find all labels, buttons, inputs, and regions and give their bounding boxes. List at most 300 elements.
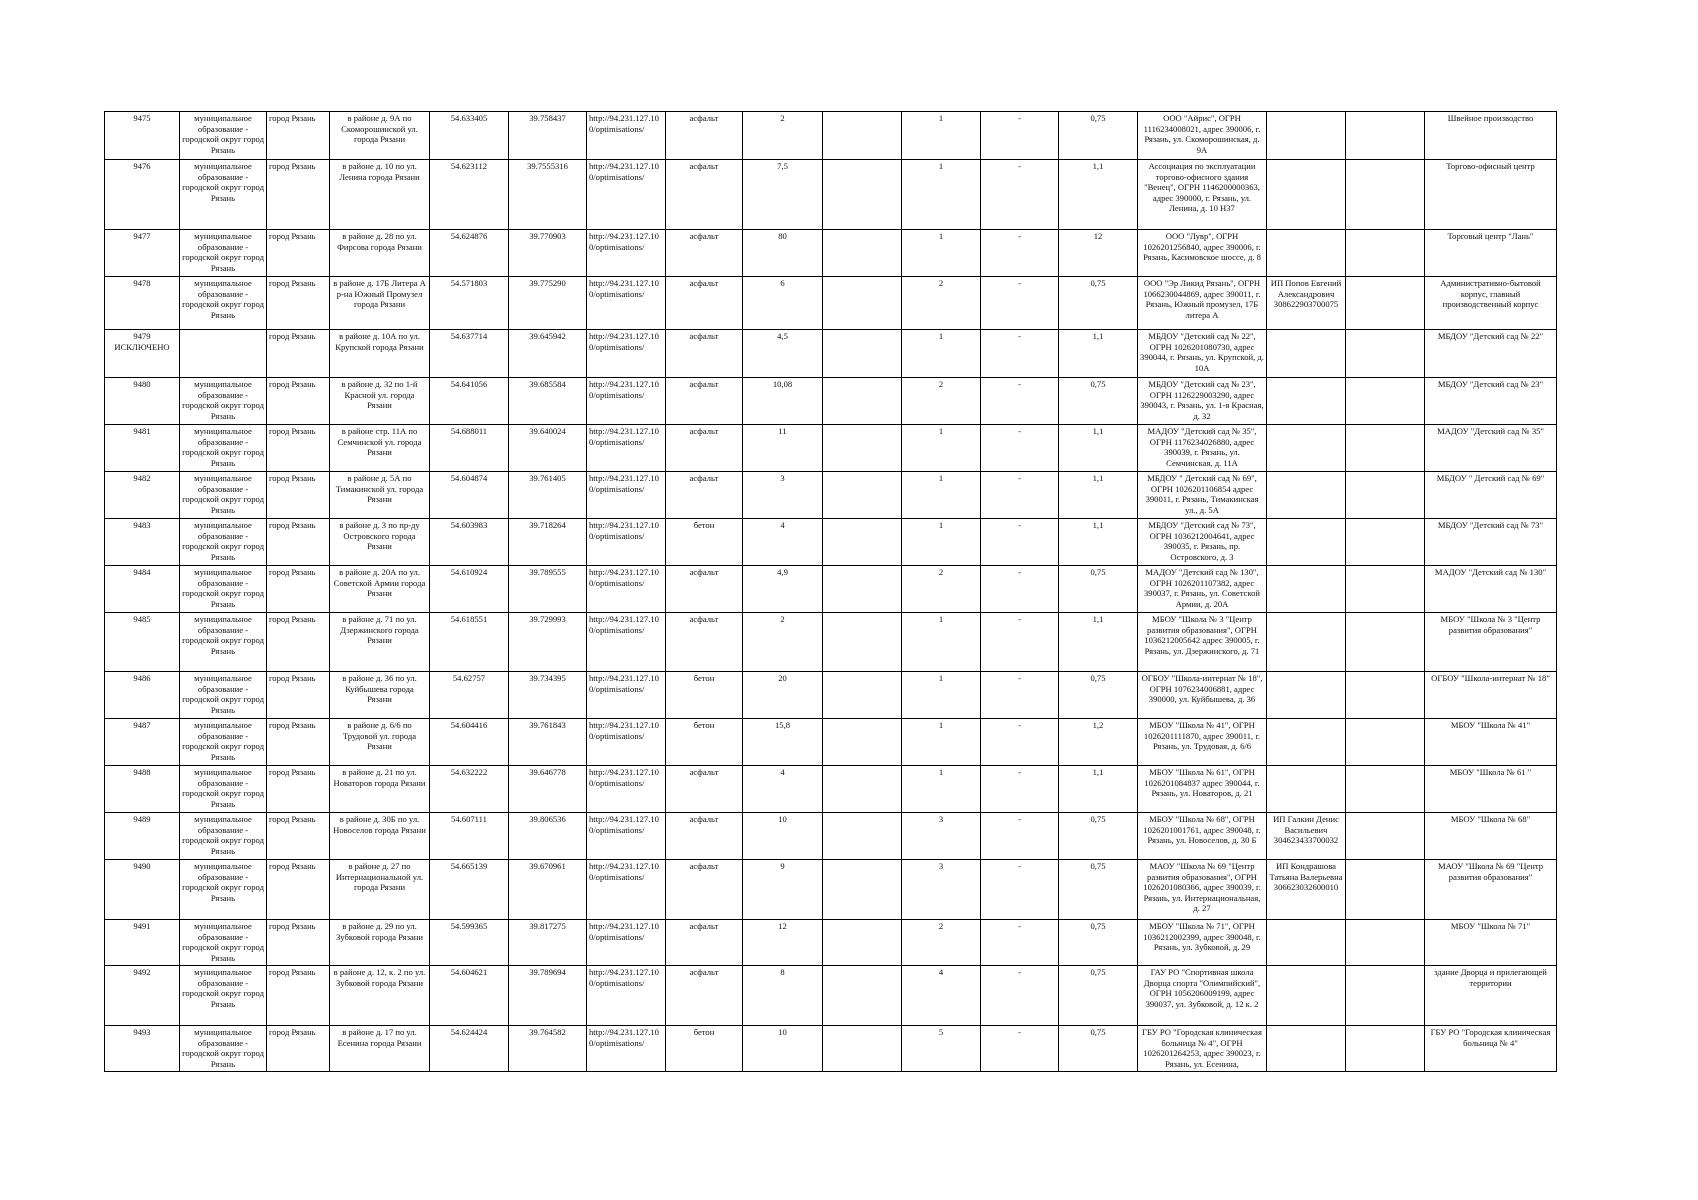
cell-owner-info: ООО "Эр Ликид Рязань", ОГРН 1066230044869, адрес 390011, г. Рязань, Южный промузел, 17Б литера А <box>1138 277 1267 330</box>
cell-settlement: город Рязань <box>267 330 330 378</box>
cell-settlement: город Рязань <box>267 613 330 672</box>
cell-record-number: 9492 <box>105 966 180 1026</box>
cell-latitude: 54.623112 <box>430 160 509 230</box>
cell-tenant-info <box>1267 920 1346 966</box>
cell-volume: 1,2 <box>1059 719 1138 766</box>
cell-volume: 0,75 <box>1059 112 1138 160</box>
cell-tenant-info <box>1267 566 1346 613</box>
table-row <box>105 1026 1557 1072</box>
cell-extra-blank <box>1346 472 1425 519</box>
table-row <box>105 813 1557 860</box>
cell-settlement: город Рязань <box>267 112 330 160</box>
cell-removal-schedule: - <box>981 1026 1059 1072</box>
table-row <box>105 330 1557 378</box>
registry-table <box>104 111 1557 1072</box>
cell-removal-schedule: - <box>981 766 1059 813</box>
cell-location-description: в районе д. 21 по ул. Новаторов города Рязани <box>330 766 430 813</box>
cell-location-description: в районе д. 71 по ул. Дзержинского города Рязани <box>330 613 430 672</box>
cell-container-count: 4 <box>902 966 981 1026</box>
cell-latitude: 54.604416 <box>430 719 509 766</box>
cell-record-number: 9489 <box>105 813 180 860</box>
cell-area: 80 <box>743 230 823 277</box>
cell-source-object: ОГБОУ "Школа-интернат № 18" <box>1425 672 1557 719</box>
cell-surface-type: асфальт <box>666 566 743 613</box>
cell-volume: 1,1 <box>1059 160 1138 230</box>
cell-longitude: 39.645942 <box>509 330 587 378</box>
cell-tenant-info <box>1267 672 1346 719</box>
cell-container-count-blank <box>823 519 902 566</box>
cell-container-count-blank <box>823 813 902 860</box>
cell-surface-type: асфальт <box>666 766 743 813</box>
cell-extra-blank <box>1346 966 1425 1026</box>
cell-location-description: в районе стр. 11А по Семчинской ул. города Рязани <box>330 425 430 472</box>
cell-owner-info: МАДОУ "Детский сад № 35", ОГРН 1176234026880, адрес 390039, г. Рязань, ул. Семчинская, д. 11А <box>1138 425 1267 472</box>
table-row <box>105 766 1557 813</box>
cell-volume: 0,75 <box>1059 966 1138 1026</box>
cell-container-count-blank <box>823 277 902 330</box>
cell-container-count: 1 <box>902 230 981 277</box>
cell-latitude: 54.665139 <box>430 860 509 920</box>
cell-tenant-info <box>1267 1026 1346 1072</box>
cell-container-count: 1 <box>902 472 981 519</box>
cell-settlement: город Рязань <box>267 966 330 1026</box>
cell-volume: 1,1 <box>1059 519 1138 566</box>
cell-container-count: 1 <box>902 519 981 566</box>
cell-tenant-info <box>1267 766 1346 813</box>
cell-area: 4,5 <box>743 330 823 378</box>
cell-volume: 1,1 <box>1059 613 1138 672</box>
cell-area: 8 <box>743 966 823 1026</box>
cell-removal-schedule: - <box>981 920 1059 966</box>
cell-source-object: ГБУ РО "Городская клиническая больница № 4" <box>1425 1026 1557 1072</box>
cell-source-object: МБДОУ "Детский сад № 73" <box>1425 519 1557 566</box>
cell-location-description: в районе д. 3 по пр-ду Островского города Рязани <box>330 519 430 566</box>
cell-surface-type: асфальт <box>666 425 743 472</box>
cell-record-number: 9493 <box>105 1026 180 1072</box>
cell-source-object: Торгово-офисный центр <box>1425 160 1557 230</box>
table-row <box>105 472 1557 519</box>
cell-container-count: 3 <box>902 860 981 920</box>
cell-municipality: муниципальное образование - городской округ город Рязань <box>180 672 267 719</box>
cell-surface-type: асфальт <box>666 813 743 860</box>
cell-container-count: 2 <box>902 378 981 425</box>
cell-surface-type: асфальт <box>666 966 743 1026</box>
cell-area: 2 <box>743 112 823 160</box>
cell-location-description: в районе д. 5А по Тимакинской ул. города Рязани <box>330 472 430 519</box>
cell-container-count-blank <box>823 613 902 672</box>
cell-container-count-blank <box>823 860 902 920</box>
cell-extra-blank <box>1346 330 1425 378</box>
cell-source-object: МАОУ "Школа № 69 "Центр развития образования" <box>1425 860 1557 920</box>
cell-removal-schedule: - <box>981 613 1059 672</box>
cell-container-count-blank <box>823 330 902 378</box>
cell-latitude: 54.632222 <box>430 766 509 813</box>
table-row <box>105 860 1557 920</box>
cell-extra-blank <box>1346 766 1425 813</box>
table-row <box>105 566 1557 613</box>
cell-container-count: 1 <box>902 672 981 719</box>
table-row <box>105 672 1557 719</box>
cell-area: 20 <box>743 672 823 719</box>
cell-longitude: 39.789694 <box>509 966 587 1026</box>
cell-longitude: 39.670961 <box>509 860 587 920</box>
cell-source-object: МБДОУ "Детский сад № 22" <box>1425 330 1557 378</box>
cell-tenant-info <box>1267 719 1346 766</box>
cell-longitude: 39.761405 <box>509 472 587 519</box>
cell-volume: 0,75 <box>1059 920 1138 966</box>
cell-surface-type: асфальт <box>666 378 743 425</box>
cell-map-link: http://94.231.127.100/optimisations/ <box>587 330 666 378</box>
cell-map-link: http://94.231.127.100/optimisations/ <box>587 860 666 920</box>
cell-surface-type: асфальт <box>666 160 743 230</box>
cell-latitude: 54.624424 <box>430 1026 509 1072</box>
cell-volume: 12 <box>1059 230 1138 277</box>
cell-longitude: 39.817275 <box>509 920 587 966</box>
cell-extra-blank <box>1346 860 1425 920</box>
cell-municipality: муниципальное образование - городской округ город Рязань <box>180 920 267 966</box>
cell-municipality: муниципальное образование - городской округ город Рязань <box>180 766 267 813</box>
cell-longitude: 39.685584 <box>509 378 587 425</box>
cell-area: 4 <box>743 766 823 813</box>
cell-volume: 1,1 <box>1059 330 1138 378</box>
cell-longitude: 39.734395 <box>509 672 587 719</box>
cell-map-link: http://94.231.127.100/optimisations/ <box>587 813 666 860</box>
cell-removal-schedule: - <box>981 112 1059 160</box>
cell-container-count-blank <box>823 425 902 472</box>
cell-tenant-info <box>1267 425 1346 472</box>
cell-municipality: муниципальное образование - городской округ город Рязань <box>180 966 267 1026</box>
cell-tenant-info <box>1267 613 1346 672</box>
cell-owner-info: ГБУ РО "Городская клиническая больница № 4", ОГРН 1026201264253, адрес 390023, г. Рязань, ул. Есенина, <box>1138 1026 1267 1072</box>
cell-extra-blank <box>1346 566 1425 613</box>
cell-latitude: 54.633405 <box>430 112 509 160</box>
cell-map-link: http://94.231.127.100/optimisations/ <box>587 425 666 472</box>
cell-surface-type: бетон <box>666 719 743 766</box>
cell-tenant-info: ИП Попов Евгений Александрович 308622903700075 <box>1267 277 1346 330</box>
cell-settlement: город Рязань <box>267 813 330 860</box>
registry-table-body <box>105 112 1557 1072</box>
cell-latitude: 54.641056 <box>430 378 509 425</box>
cell-container-count: 5 <box>902 1026 981 1072</box>
cell-map-link: http://94.231.127.100/optimisations/ <box>587 966 666 1026</box>
cell-municipality: муниципальное образование - городской округ город Рязань <box>180 112 267 160</box>
cell-extra-blank <box>1346 613 1425 672</box>
cell-volume: 0,75 <box>1059 1026 1138 1072</box>
cell-municipality: муниципальное образование - городской округ город Рязань <box>180 566 267 613</box>
cell-map-link: http://94.231.127.100/optimisations/ <box>587 160 666 230</box>
cell-longitude: 39.7555316 <box>509 160 587 230</box>
cell-municipality: муниципальное образование - городской округ город Рязань <box>180 160 267 230</box>
cell-latitude: 54.624876 <box>430 230 509 277</box>
cell-area: 11 <box>743 425 823 472</box>
cell-container-count-blank <box>823 230 902 277</box>
cell-municipality: муниципальное образование - городской округ город Рязань <box>180 472 267 519</box>
cell-latitude: 54.571803 <box>430 277 509 330</box>
cell-container-count: 1 <box>902 719 981 766</box>
cell-surface-type: асфальт <box>666 230 743 277</box>
cell-source-object: МБОУ "Школа № 68" <box>1425 813 1557 860</box>
cell-container-count: 1 <box>902 330 981 378</box>
cell-owner-info: ООО "Айрис", ОГРН 1116234008021, адрес 390006, г. Рязань, ул. Скоморошинская, д. 9А <box>1138 112 1267 160</box>
cell-source-object: Швейное производство <box>1425 112 1557 160</box>
cell-extra-blank <box>1346 378 1425 425</box>
cell-volume: 0,75 <box>1059 672 1138 719</box>
cell-location-description: в районе д. 6/6 по Трудовой ул. города Рязани <box>330 719 430 766</box>
cell-record-number: 9478 <box>105 277 180 330</box>
cell-settlement: город Рязань <box>267 566 330 613</box>
table-row <box>105 378 1557 425</box>
cell-extra-blank <box>1346 160 1425 230</box>
cell-container-count-blank <box>823 566 902 613</box>
cell-removal-schedule: - <box>981 519 1059 566</box>
cell-volume: 1,1 <box>1059 766 1138 813</box>
cell-removal-schedule: - <box>981 672 1059 719</box>
cell-longitude: 39.761843 <box>509 719 587 766</box>
cell-source-object: МБОУ "Школа № 61 " <box>1425 766 1557 813</box>
cell-municipality: муниципальное образование - городской округ город Рязань <box>180 230 267 277</box>
cell-location-description: в районе д. 17 по ул. Есенина города Рязани <box>330 1026 430 1072</box>
cell-area: 3 <box>743 472 823 519</box>
cell-latitude: 54.610924 <box>430 566 509 613</box>
table-row <box>105 613 1557 672</box>
cell-removal-schedule: - <box>981 719 1059 766</box>
cell-volume: 1,1 <box>1059 425 1138 472</box>
cell-settlement: город Рязань <box>267 519 330 566</box>
cell-extra-blank <box>1346 813 1425 860</box>
table-row <box>105 160 1557 230</box>
cell-municipality: муниципальное образование - городской округ город Рязань <box>180 519 267 566</box>
cell-location-description: в районе д. 10 по ул. Ленина города Рязани <box>330 160 430 230</box>
cell-municipality <box>180 330 267 378</box>
cell-container-count: 2 <box>902 277 981 330</box>
cell-container-count-blank <box>823 719 902 766</box>
cell-settlement: город Рязань <box>267 672 330 719</box>
cell-volume: 1,1 <box>1059 472 1138 519</box>
cell-removal-schedule: - <box>981 472 1059 519</box>
cell-container-count-blank <box>823 672 902 719</box>
cell-owner-info: МБДОУ "Детский сад № 23", ОГРН 1126229003290, адрес 390043, г. Рязань, ул. 1-я Красная, д. 32 <box>1138 378 1267 425</box>
cell-surface-type: бетон <box>666 519 743 566</box>
cell-container-count-blank <box>823 1026 902 1072</box>
cell-area: 15,8 <box>743 719 823 766</box>
cell-removal-schedule: - <box>981 860 1059 920</box>
cell-settlement: город Рязань <box>267 230 330 277</box>
cell-settlement: город Рязань <box>267 920 330 966</box>
cell-owner-info: МБОУ "Школа № 3 "Центр развития образования", ОГРН 1036212005642 адрес 390005, г. Рязань, ул. Дзержинского, д. 71 <box>1138 613 1267 672</box>
cell-location-description: в районе д. 29 по ул. Зубковой города Рязани <box>330 920 430 966</box>
cell-tenant-info <box>1267 472 1346 519</box>
cell-source-object: МБОУ "Школа № 71" <box>1425 920 1557 966</box>
cell-municipality: муниципальное образование - городской округ город Рязань <box>180 277 267 330</box>
cell-settlement: город Рязань <box>267 1026 330 1072</box>
cell-latitude: 54.62757 <box>430 672 509 719</box>
cell-map-link: http://94.231.127.100/optimisations/ <box>587 112 666 160</box>
cell-map-link: http://94.231.127.100/optimisations/ <box>587 672 666 719</box>
cell-owner-info: МАОУ "Школа № 69 "Центр развития образования", ОГРН 1026201080366, адрес 390039, г. Рязань, ул. Интернациональная, д. 27 <box>1138 860 1267 920</box>
cell-record-number: 9490 <box>105 860 180 920</box>
cell-record-number: 9485 <box>105 613 180 672</box>
cell-map-link: http://94.231.127.100/optimisations/ <box>587 766 666 813</box>
cell-container-count: 1 <box>902 766 981 813</box>
cell-settlement: город Рязань <box>267 277 330 330</box>
cell-removal-schedule: - <box>981 966 1059 1026</box>
cell-municipality: муниципальное образование - городской округ город Рязань <box>180 719 267 766</box>
cell-container-count-blank <box>823 472 902 519</box>
cell-surface-type: асфальт <box>666 112 743 160</box>
cell-tenant-info <box>1267 519 1346 566</box>
cell-longitude: 39.729993 <box>509 613 587 672</box>
cell-area: 6 <box>743 277 823 330</box>
table-row <box>105 966 1557 1026</box>
cell-container-count-blank <box>823 920 902 966</box>
cell-source-object: МБДОУ "Детский сад № 23" <box>1425 378 1557 425</box>
cell-tenant-info: ИП Кондрашова Татьяна Валерьевна 306623032600010 <box>1267 860 1346 920</box>
cell-map-link: http://94.231.127.100/optimisations/ <box>587 566 666 613</box>
cell-record-number: 9477 <box>105 230 180 277</box>
cell-map-link: http://94.231.127.100/optimisations/ <box>587 920 666 966</box>
cell-settlement: город Рязань <box>267 378 330 425</box>
cell-map-link: http://94.231.127.100/optimisations/ <box>587 277 666 330</box>
cell-latitude: 54.599365 <box>430 920 509 966</box>
cell-container-count-blank <box>823 160 902 230</box>
cell-owner-info: МБОУ "Школа № 68", ОГРН 1026201001761, адрес 390048, г. Рязань, ул. Новоселов, д. 30 Б <box>1138 813 1267 860</box>
table-row <box>105 920 1557 966</box>
cell-container-count: 3 <box>902 813 981 860</box>
cell-municipality: муниципальное образование - городской округ город Рязань <box>180 425 267 472</box>
cell-removal-schedule: - <box>981 277 1059 330</box>
cell-owner-info: МБДОУ "Детский сад № 22", ОГРН 1026201080730, адрес 390044, г. Рязань, ул. Крупской, д. 10А <box>1138 330 1267 378</box>
cell-container-count: 1 <box>902 160 981 230</box>
cell-source-object: здание Дворца и прилегающей территории <box>1425 966 1557 1026</box>
cell-location-description: в районе д. 28 по ул. Фирсова города Рязани <box>330 230 430 277</box>
cell-container-count: 1 <box>902 425 981 472</box>
table-row <box>105 519 1557 566</box>
cell-record-number: 9484 <box>105 566 180 613</box>
cell-map-link: http://94.231.127.100/optimisations/ <box>587 1026 666 1072</box>
cell-latitude: 54.618551 <box>430 613 509 672</box>
cell-source-object: МАДОУ "Детский сад № 35" <box>1425 425 1557 472</box>
cell-tenant-info <box>1267 230 1346 277</box>
cell-area: 10 <box>743 1026 823 1072</box>
cell-volume: 0,75 <box>1059 378 1138 425</box>
cell-settlement: город Рязань <box>267 860 330 920</box>
cell-volume: 0,75 <box>1059 813 1138 860</box>
cell-owner-info: МБОУ "Школа № 61", ОГРН 1026201084837 адрес 390044, г. Рязань, ул. Новаторов, д. 21 <box>1138 766 1267 813</box>
cell-municipality: муниципальное образование - городской округ город Рязань <box>180 813 267 860</box>
cell-record-number: 9491 <box>105 920 180 966</box>
cell-container-count-blank <box>823 112 902 160</box>
cell-location-description: в районе д. 32 по 1-й Красной ул. города Рязани <box>330 378 430 425</box>
cell-record-number: 9476 <box>105 160 180 230</box>
cell-removal-schedule: - <box>981 330 1059 378</box>
cell-container-count: 1 <box>902 613 981 672</box>
cell-tenant-info <box>1267 112 1346 160</box>
cell-latitude: 54.603983 <box>430 519 509 566</box>
cell-municipality: муниципальное образование - городской округ город Рязань <box>180 613 267 672</box>
cell-source-object: МБОУ "Школа № 3 "Центр развития образования" <box>1425 613 1557 672</box>
cell-map-link: http://94.231.127.100/optimisations/ <box>587 230 666 277</box>
cell-latitude: 54.637714 <box>430 330 509 378</box>
cell-location-description: в районе д. 36 по ул. Куйбышева города Рязани <box>330 672 430 719</box>
cell-source-object: МБДОУ " Детский сад № 69" <box>1425 472 1557 519</box>
cell-owner-info: МБОУ "Школа № 41", ОГРН 1026201111870, адрес 390011, г. Рязань, ул. Трудовая, д. 6/6 <box>1138 719 1267 766</box>
cell-extra-blank <box>1346 719 1425 766</box>
cell-removal-schedule: - <box>981 378 1059 425</box>
cell-settlement: город Рязань <box>267 719 330 766</box>
cell-container-count-blank <box>823 766 902 813</box>
cell-longitude: 39.806536 <box>509 813 587 860</box>
cell-location-description: в районе д. 27 по Интернациональной ул. города Рязани <box>330 860 430 920</box>
cell-latitude: 54.607111 <box>430 813 509 860</box>
cell-surface-type: асфальт <box>666 613 743 672</box>
cell-surface-type: асфальт <box>666 472 743 519</box>
cell-source-object: Торговый центр "Лань" <box>1425 230 1557 277</box>
cell-removal-schedule: - <box>981 160 1059 230</box>
table-row <box>105 112 1557 160</box>
cell-record-number: 9486 <box>105 672 180 719</box>
cell-longitude: 39.758437 <box>509 112 587 160</box>
cell-record-number: 9483 <box>105 519 180 566</box>
cell-surface-type: бетон <box>666 672 743 719</box>
cell-container-count-blank <box>823 378 902 425</box>
cell-tenant-info <box>1267 330 1346 378</box>
cell-extra-blank <box>1346 519 1425 566</box>
cell-map-link: http://94.231.127.100/optimisations/ <box>587 472 666 519</box>
cell-map-link: http://94.231.127.100/optimisations/ <box>587 378 666 425</box>
cell-source-object: МБОУ "Школа № 41" <box>1425 719 1557 766</box>
cell-longitude: 39.775290 <box>509 277 587 330</box>
cell-location-description: в районе д. 17Б Литера А р-на Южный Промузел города Рязани <box>330 277 430 330</box>
cell-latitude: 54.688011 <box>430 425 509 472</box>
cell-latitude: 54.604874 <box>430 472 509 519</box>
cell-longitude: 39.770903 <box>509 230 587 277</box>
cell-extra-blank <box>1346 425 1425 472</box>
cell-owner-info: ОГБОУ "Школа-интернат № 18", ОГРН 1076234006881, адрес 390000, ул. Куйбышева, д. 36 <box>1138 672 1267 719</box>
cell-owner-info: МБДОУ "Детский сад № 73", ОГРН 1036212004641, адрес 390035, г. Рязань, пр. Островского, д. 3 <box>1138 519 1267 566</box>
cell-area: 9 <box>743 860 823 920</box>
cell-municipality: муниципальное образование - городской округ город Рязань <box>180 860 267 920</box>
cell-owner-info: Ассоциация по эксплуатации торгово-офисного здания "Венец", ОГРН 1146200000363, адрес 390000, г. Рязань, ул. Ленина, д. 10 Н37 <box>1138 160 1267 230</box>
cell-record-number: 9488 <box>105 766 180 813</box>
cell-record-number: 9482 <box>105 472 180 519</box>
cell-settlement: город Рязань <box>267 472 330 519</box>
cell-record-number: 9487 <box>105 719 180 766</box>
cell-removal-schedule: - <box>981 425 1059 472</box>
cell-area: 7,5 <box>743 160 823 230</box>
cell-record-number: 9481 <box>105 425 180 472</box>
cell-municipality: муниципальное образование - городской округ город Рязань <box>180 1026 267 1072</box>
cell-extra-blank <box>1346 230 1425 277</box>
cell-extra-blank <box>1346 672 1425 719</box>
table-row <box>105 230 1557 277</box>
cell-extra-blank <box>1346 112 1425 160</box>
table-row <box>105 277 1557 330</box>
cell-location-description: в районе д. 9А по Скоморошинской ул. города Рязани <box>330 112 430 160</box>
cell-removal-schedule: - <box>981 230 1059 277</box>
cell-container-count: 1 <box>902 112 981 160</box>
cell-record-number: 9475 <box>105 112 180 160</box>
cell-surface-type: бетон <box>666 1026 743 1072</box>
cell-record-number: 9480 <box>105 378 180 425</box>
cell-owner-info: МБОУ "Школа № 71", ОГРН 1036212002399, адрес 390048, г. Рязань, ул. Зубковой, д. 29 <box>1138 920 1267 966</box>
cell-container-count: 2 <box>902 566 981 613</box>
cell-owner-info: МАДОУ "Детский сад № 130", ОГРН 1026201107382, адрес 390037, г. Рязань, ул. Советской Армии, д. 20А <box>1138 566 1267 613</box>
cell-source-object: МАДОУ "Детский сад № 130" <box>1425 566 1557 613</box>
cell-volume: 0,75 <box>1059 277 1138 330</box>
cell-owner-info: МБДОУ " Детский сад № 69", ОГРН 1026201106854 адрес 390011, г. Рязань, Тимакинская ул., д. 5А <box>1138 472 1267 519</box>
cell-municipality: муниципальное образование - городской округ город Рязань <box>180 378 267 425</box>
table-row <box>105 425 1557 472</box>
